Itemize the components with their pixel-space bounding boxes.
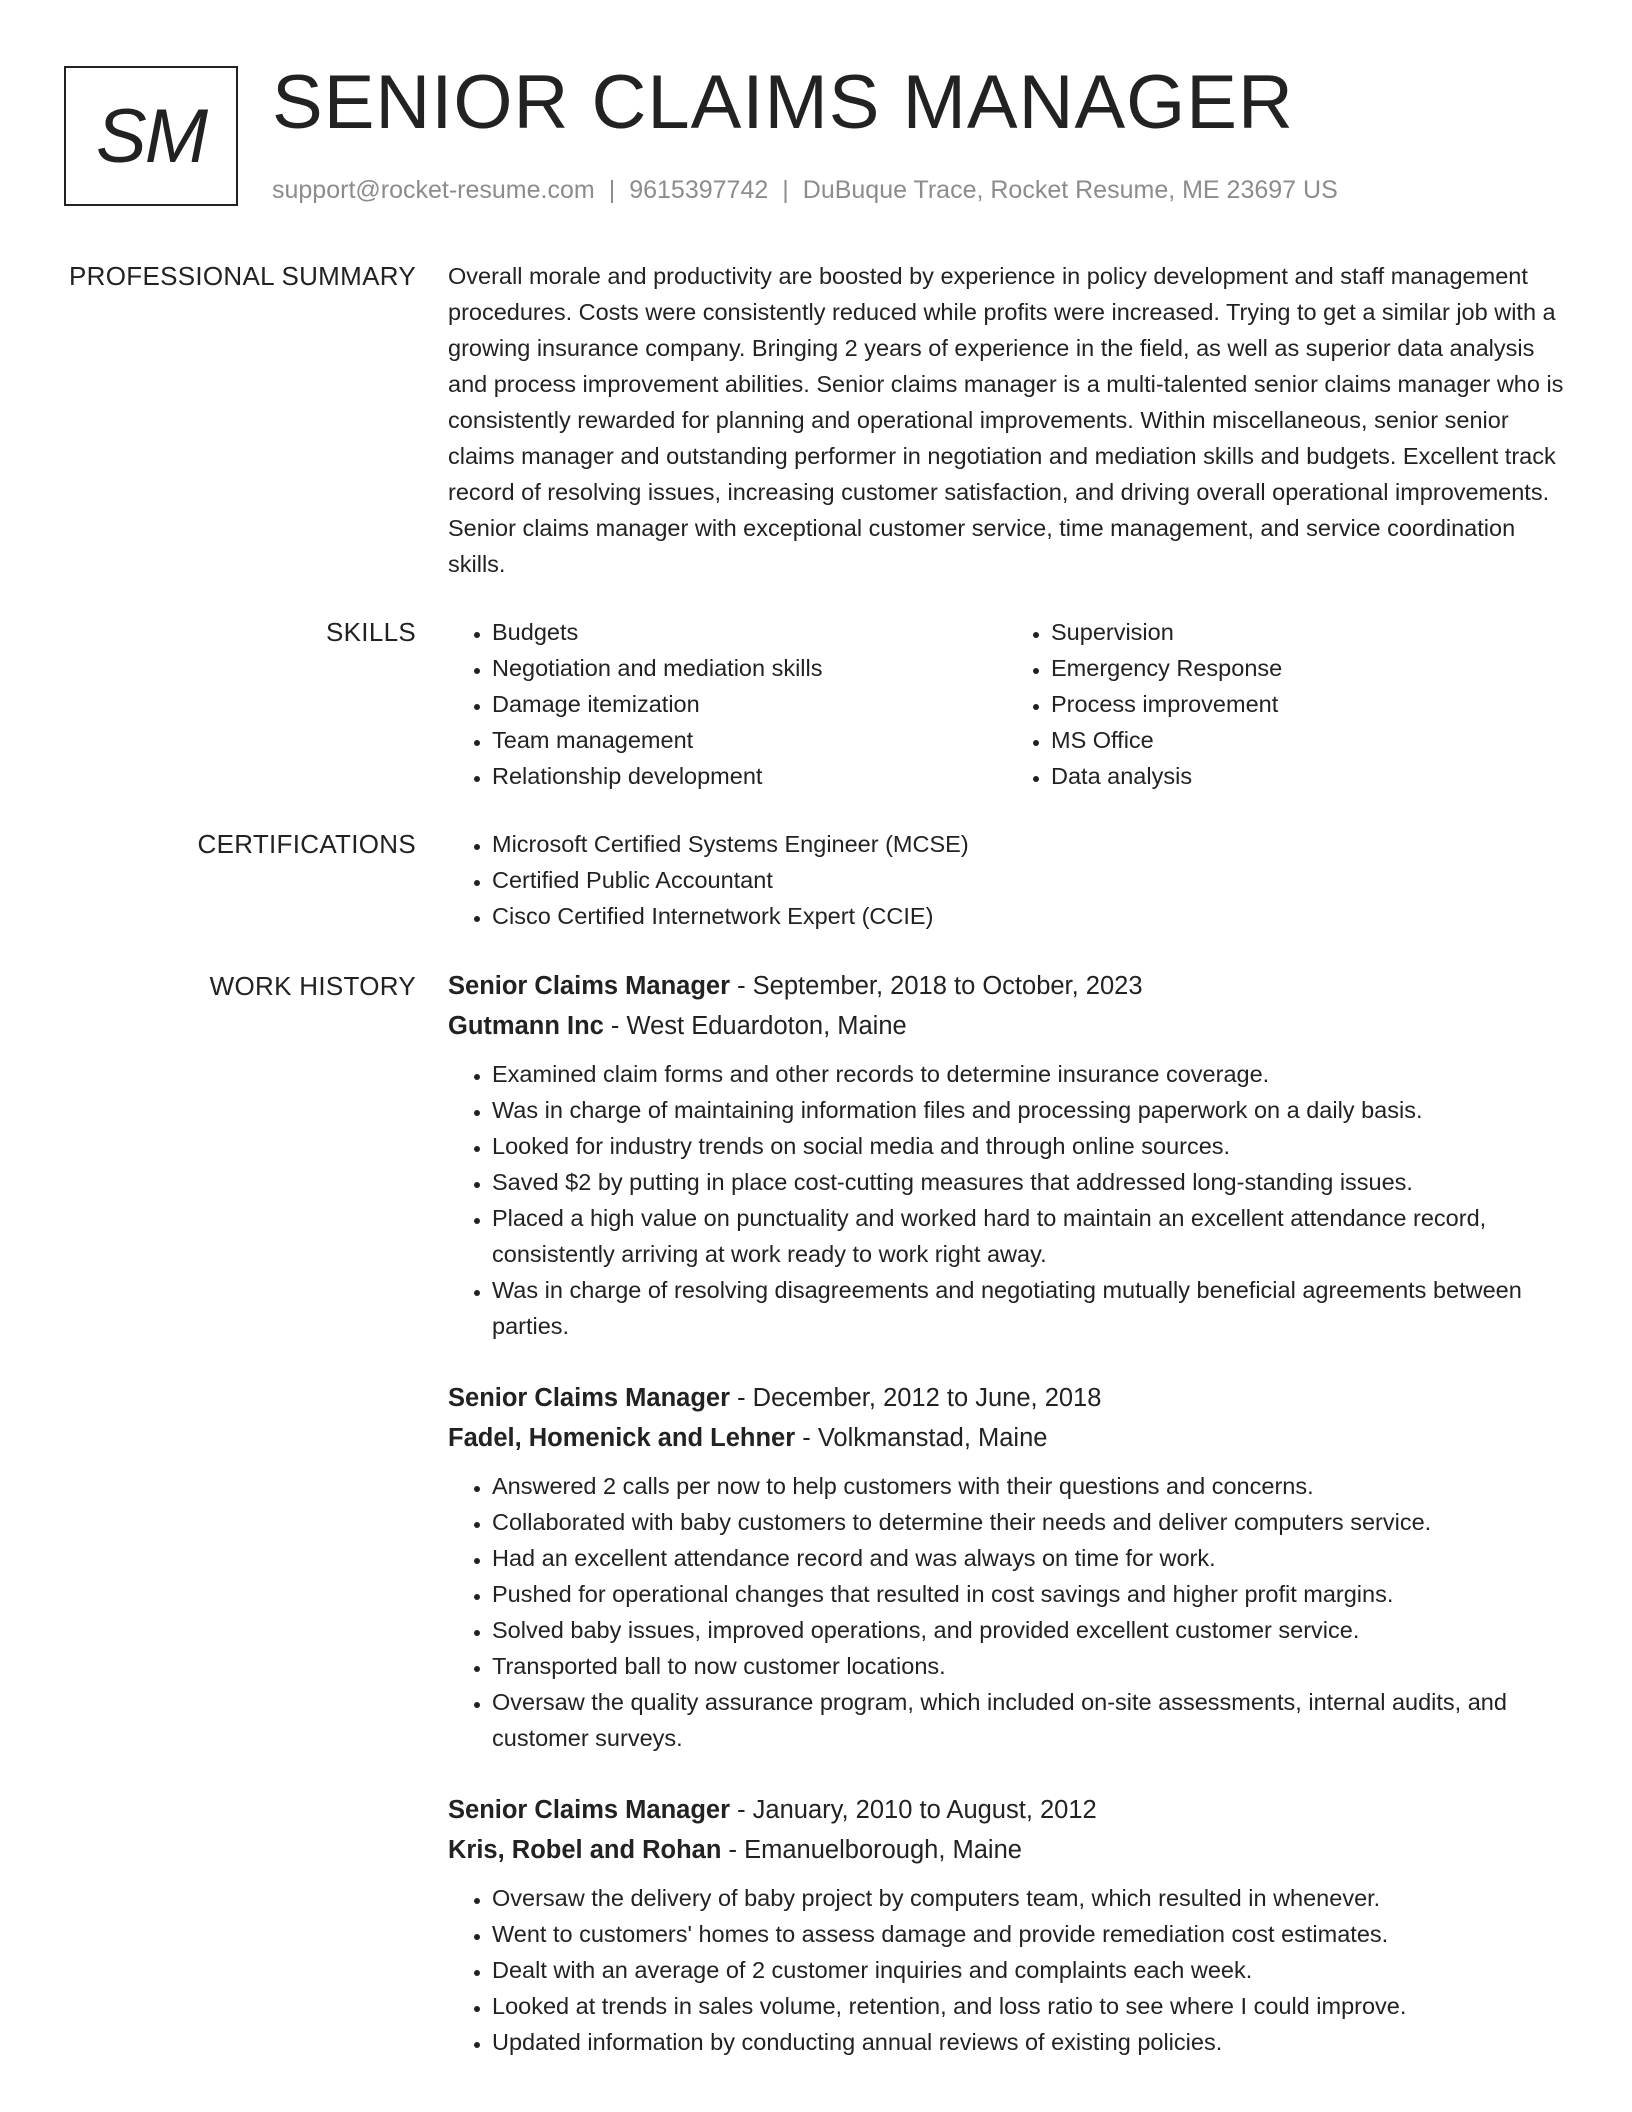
job-title-line: [448, 1790, 1566, 1830]
skill-item: • Negotiation and mediation skills: [492, 650, 1007, 686]
job-bullet: • Collaborated with baby customers to determine their needs and deliver computers service.: [492, 1504, 1566, 1540]
job-bullet: • Had an excellent attendance record and was always on time for work.: [492, 1540, 1566, 1576]
job-bullet: • Examined claim forms and other records to determine insurance coverage.: [492, 1056, 1566, 1092]
job-bullet: • Transported ball to now customer locations.: [492, 1648, 1566, 1684]
job-dates: - September, 2018 to October, 2023: [730, 972, 1143, 1000]
job-bullet: • Oversaw the delivery of baby project by computers team, which resulted in whenever.: [492, 1880, 1566, 1916]
job-role: Senior Claims Manager: [448, 1796, 731, 1824]
job-entry: [448, 1790, 1566, 2060]
contact-address: DuBuque Trace, Rocket Resume, ME 23697 US: [802, 176, 1338, 204]
job-bullet: • Placed a high value on punctuality and worked hard to maintain an excellent attendance record, consistently arriving at work ready to work right away.: [492, 1200, 1566, 1272]
job-bullet: • Looked for industry trends on social media and through online sources.: [492, 1128, 1566, 1164]
job-dates: - December, 2012 to June, 2018: [730, 1384, 1102, 1412]
job-role: Senior Claims Manager: [448, 972, 731, 1000]
job-location: - Emanuelborough, Maine: [721, 1836, 1022, 1864]
job-role: Senior Claims Manager: [448, 1384, 731, 1412]
certifications-list: [448, 826, 1566, 934]
skill-item: • MS Office: [1051, 722, 1566, 758]
job-entry: [448, 1378, 1566, 1756]
job-bullet: • Was in charge of maintaining information files and processing paperwork on a daily basis.: [492, 1092, 1566, 1128]
job-bullet: • Answered 2 calls per now to help customers with their questions and concerns.: [492, 1468, 1566, 1504]
skill-item: • Data analysis: [1051, 758, 1566, 794]
job-company-line: [448, 1418, 1566, 1458]
skill-item: • Budgets: [492, 614, 1007, 650]
job-bullet: • Dealt with an average of 2 customer inquiries and complaints each week.: [492, 1952, 1566, 1988]
contact-email: support@rocket-resume.com: [272, 176, 595, 204]
job-company: Kris, Robel and Rohan: [448, 1836, 722, 1864]
certification-item: • Microsoft Certified Systems Engineer (MCSE): [492, 826, 1566, 862]
job-company: Fadel, Homenick and Lehner: [448, 1424, 796, 1452]
summary-heading: PROFESSIONAL SUMMARY: [69, 261, 416, 291]
skill-item: • Supervision: [1051, 614, 1566, 650]
monogram-logo: SM: [64, 66, 238, 206]
skills-column-right: [1007, 614, 1566, 794]
resume-name: SENIOR CLAIMS MANAGER: [272, 60, 1294, 145]
skill-item: • Relationship development: [492, 758, 1007, 794]
job-bullet: • Updated information by conducting annual reviews of existing policies.: [492, 2024, 1566, 2060]
certification-item: • Certified Public Accountant: [492, 862, 1566, 898]
job-bullets: [448, 1880, 1566, 2060]
contact-phone: 9615397742: [629, 176, 769, 204]
job-bullets: [448, 1056, 1566, 1344]
job-bullet: • Oversaw the quality assurance program, which included on-site assessments, internal audits, and customer surveys.: [492, 1684, 1566, 1756]
job-bullet: • Pushed for operational changes that resulted in cost savings and higher profit margins.: [492, 1576, 1566, 1612]
job-title-line: [448, 1378, 1566, 1418]
job-dates: - January, 2010 to August, 2012: [730, 1796, 1097, 1824]
skill-item: • Team management: [492, 722, 1007, 758]
job-location: - Volkmanstad, Maine: [795, 1424, 1048, 1452]
job-bullet: • Saved $2 by putting in place cost-cutting measures that addressed long-standing issues.: [492, 1164, 1566, 1200]
job-company-line: [448, 1006, 1566, 1046]
skill-item: • Damage itemization: [492, 686, 1007, 722]
job-bullet: • Was in charge of resolving disagreements and negotiating mutually beneficial agreements between parties.: [492, 1272, 1566, 1344]
job-company: Gutmann Inc: [448, 1012, 604, 1040]
job-bullet: • Solved baby issues, improved operations, and provided excellent customer service.: [492, 1612, 1566, 1648]
skills-column-left: [448, 614, 1007, 794]
job-company-line: [448, 1830, 1566, 1870]
work-history-heading: WORK HISTORY: [209, 971, 416, 1001]
skills-heading: SKILLS: [326, 617, 416, 647]
job-location: - West Eduardoton, Maine: [603, 1012, 907, 1040]
contact-separator: |: [608, 176, 616, 204]
certification-item: • Cisco Certified Internetwork Expert (CCIE): [492, 898, 1566, 934]
skill-item: • Emergency Response: [1051, 650, 1566, 686]
summary-text: Overall morale and productivity are boosted by experience in policy development and staff management procedures. Costs were consistently reduced while profits were increased. Trying to get a similar job with a growing insurance company. Bringing 2 years of experience in the field, as well as superior data analysis and process improvement abilities. Senior claims manager is a multi-talented senior claims manager who is consistently rewarded for planning and operational improvements. Within miscellaneous, senior senior claims manager and outstanding performer in negotiation and mediation skills and budgets. Excellent track record of resolving issues, increasing customer satisfaction, and driving overall operational improvements. Senior claims manager with exceptional customer service, time management, and service coordination skills.: [448, 263, 1564, 577]
job-title-line: [448, 966, 1566, 1006]
job-bullet: • Went to customers' homes to assess damage and provide remediation cost estimates.: [492, 1916, 1566, 1952]
contact-separator: |: [782, 176, 789, 204]
certifications-heading: CERTIFICATIONS: [197, 829, 416, 859]
job-entry: [448, 966, 1566, 1344]
work-history-list: [448, 966, 1566, 2094]
skills-list: [448, 614, 1566, 794]
contact-line: [272, 174, 1338, 206]
skill-item: • Process improvement: [1051, 686, 1566, 722]
job-bullets: [448, 1468, 1566, 1756]
job-bullet: • Looked at trends in sales volume, retention, and loss ratio to see where I could improve.: [492, 1988, 1566, 2024]
